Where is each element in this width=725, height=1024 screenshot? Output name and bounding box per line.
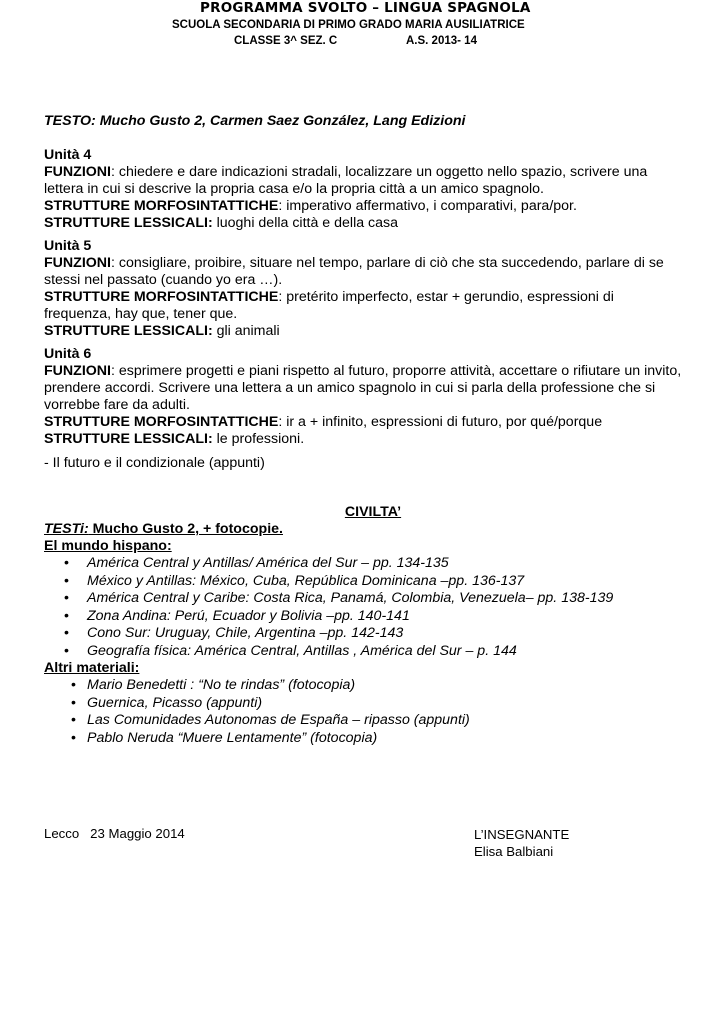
altri-heading: Altri materiali: [44, 660, 140, 676]
school-name: SCUOLA SECONDARIA DI PRIMO GRADO MARIA AUSILIATRICE [172, 19, 525, 31]
list-item-text: Guernica, Picasso (appunti) [87, 694, 263, 711]
lessicali-text: gli animali [212, 323, 280, 339]
list-item [44, 555, 684, 573]
bullet-icon: • [64, 555, 69, 571]
bullet-icon: • [71, 712, 76, 728]
unit-morfo [44, 198, 684, 215]
unit-funzioni [44, 164, 684, 198]
unit-title: Unità 6 [44, 346, 92, 362]
unit-title: Unità 5 [44, 238, 92, 254]
unit-funzioni [44, 363, 684, 414]
bullet-icon: • [64, 607, 69, 624]
morfo-text: : ir a + infinito, espressioni di futuro, por qué/porque [278, 414, 603, 430]
list-item [44, 573, 684, 591]
morfo-text: : pretérito imperfecto, estar + gerundio, espressioni di frequenza, hay que, tener que. [44, 289, 614, 322]
list-item-text: México y Antillas: México, Cuba, República Dominicana –pp. 136-137 [87, 572, 525, 589]
funzioni-label: FUNZIONI [44, 164, 111, 180]
list-item-text: Pablo Neruda “Muere Lentamente” (fotocopia) [87, 729, 378, 746]
school-year: A.S. 2013- 14 [406, 35, 477, 47]
bullet-icon: • [71, 677, 76, 693]
document-body [44, 113, 684, 747]
mundo-list [44, 555, 684, 660]
place-date: Lecco 23 Maggio 2014 [44, 826, 185, 841]
bullet-icon: • [64, 642, 69, 659]
list-item-text: América Central y Antillas/ América del Sur – pp. 134-135 [87, 555, 449, 571]
list-item-text: Las Comunidades Autonomas de España – ripasso (appunti) [87, 712, 470, 728]
list-item [44, 677, 684, 695]
list-item [44, 625, 684, 643]
signature-block [474, 826, 569, 860]
unit-lessicali [44, 431, 684, 448]
unit-title: Unità 4 [44, 147, 92, 163]
list-item-text: Mario Benedetti : “No te rindas” (fotocopia) [87, 677, 356, 693]
morfo-text: : imperativo affermativo, i comparativi, para/por. [278, 198, 577, 214]
altri-list [44, 677, 684, 747]
testi-value: Mucho Gusto 2, + fotocopie. [88, 521, 283, 537]
list-item [44, 643, 684, 661]
list-item-text: Zona Andina: Perú, Ecuador y Bolivia –pp. 140-141 [87, 607, 410, 624]
mundo-heading-line [44, 538, 684, 555]
morfo-label: STRUTTURE MORFOSINTATTICHE [44, 198, 279, 214]
unit-lessicali [44, 323, 684, 340]
funzioni-label: FUNZIONI [44, 363, 111, 379]
list-item [44, 590, 684, 608]
list-item [44, 695, 684, 713]
list-item-text: Geografía física: América Central, Antillas , América del Sur – p. 144 [87, 642, 517, 659]
bullet-icon: • [64, 625, 69, 641]
class-label: CLASSE 3^ SEZ. C [234, 35, 338, 47]
lessicali-label: STRUTTURE LESSICALI: [44, 215, 213, 231]
funzioni-text: : chiedere e dare indicazioni stradali, localizzare un oggetto nello spazio, scrivere una lettera in cui si descrive la propria casa e/o la propria città a un amico spagnolo. [44, 164, 648, 197]
teacher-name: Elisa Balbiani [474, 844, 554, 859]
funzioni-text: : esprimere progetti e piani rispetto al futuro, proporre attività, accettare o rifiutare un invito, prendere accordi. Scrivere una lettera a un amico spagnolo in cui si parla della professione che si vorrebbe fare da adulti. [44, 363, 682, 413]
funzioni-text: : consigliare, proibire, situare nel tempo, parlare di ciò che sta succedendo, parlare di se stessi nel passato (cuando yo era …). [44, 255, 664, 288]
lessicali-label: STRUTTURE LESSICALI: [44, 431, 213, 447]
lessicali-label: STRUTTURE LESSICALI: [44, 323, 213, 339]
funzioni-label: FUNZIONI [44, 255, 111, 271]
bullet-icon: • [71, 729, 76, 746]
unit-funzioni [44, 255, 684, 289]
bullet-icon: • [64, 590, 69, 606]
civilta-heading: CIVILTA’ [344, 504, 402, 520]
lessicali-text: luoghi della città e della casa [212, 215, 399, 231]
altri-heading-line [44, 660, 684, 677]
unit-lessicali [44, 215, 684, 232]
extra-note: - Il futuro e il condizionale (appunti) [44, 455, 265, 471]
teacher-role: L’INSEGNANTE [474, 827, 570, 842]
list-item [44, 730, 684, 748]
document-title: PROGRAMMA SVOLTO – LINGUA SPAGNOLA [200, 0, 531, 16]
testi-label: TESTi: [44, 521, 89, 537]
list-item-text: América Central y Caribe: Costa Rica, Panamá, Colombia, Venezuela– pp. 138-139 [87, 590, 614, 606]
mundo-heading: El mundo hispano: [44, 538, 172, 554]
unit-block [44, 346, 684, 448]
unit-morfo [44, 289, 684, 323]
list-item [44, 608, 684, 626]
bullet-icon: • [71, 694, 76, 711]
bullet-icon: • [64, 572, 69, 589]
unit-morfo [44, 414, 684, 431]
list-item [44, 712, 684, 730]
lessicali-text: le professioni. [212, 431, 305, 447]
testi-line [44, 521, 684, 538]
morfo-label: STRUTTURE MORFOSINTATTICHE [44, 414, 279, 430]
unit-block [44, 238, 684, 340]
morfo-label: STRUTTURE MORFOSINTATTICHE [44, 289, 279, 305]
unit-block [44, 147, 684, 232]
list-item-text: Cono Sur: Uruguay, Chile, Argentina –pp. 142-143 [87, 625, 404, 641]
textbook-line: TESTO: Mucho Gusto 2, Carmen Saez González, Lang Edizioni [44, 113, 466, 129]
